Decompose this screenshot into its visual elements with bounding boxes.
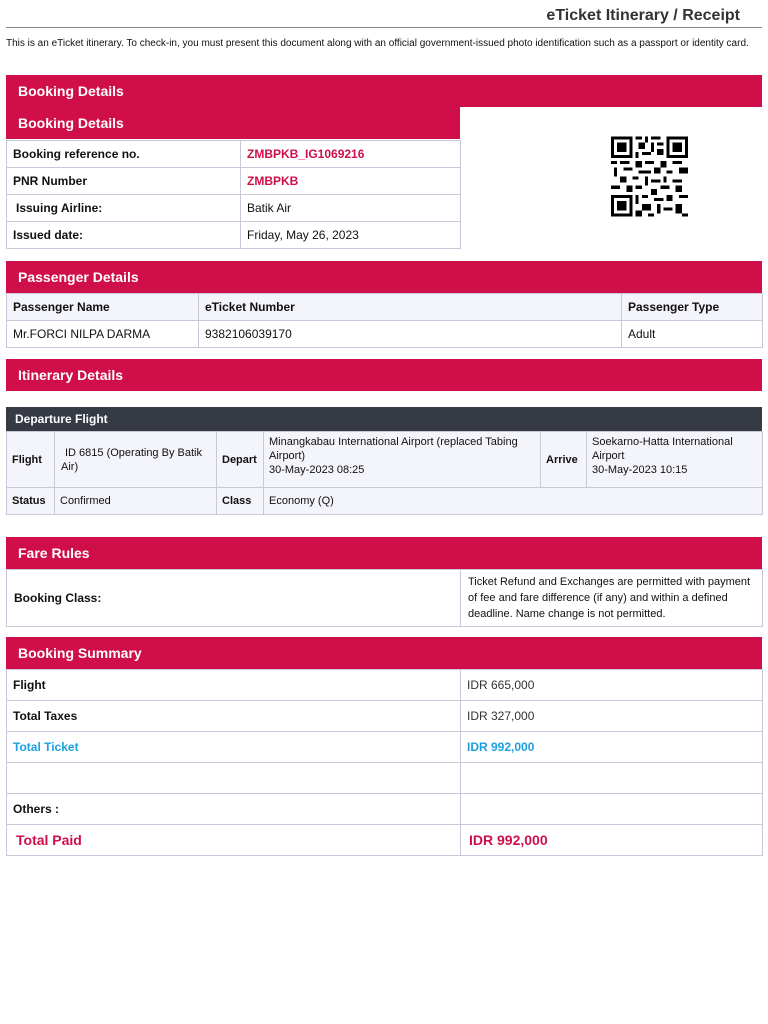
passenger-name: Mr.FORCI NILPA DARMA [7,321,199,348]
table-row [7,488,763,515]
eticket-number-header: eTicket Number [199,294,622,321]
total-taxes-value: IDR 327,000 [461,701,763,732]
table-row [7,794,763,825]
depart-airport: Minangkabau International Airport (replaced Tabing Airport) [269,436,518,462]
total-ticket-value: IDR 992,000 [461,732,763,763]
booking-class-label: Booking Class: [7,570,461,627]
table-row [7,168,461,195]
fare-rules-bar: Fare Rules [6,537,762,569]
booking-summary-table [6,669,763,856]
table-row [7,825,763,856]
booking-ref-label: Booking reference no. [7,141,241,168]
booking-ref-value: ZMBPKB_IG1069216 [241,141,461,168]
depart-label: Depart [217,432,264,488]
fare-rules-table [6,569,763,627]
passenger-type: Adult [622,321,763,348]
pnr-label: PNR Number [7,168,241,195]
issued-date-label: Issued date: [7,222,241,249]
arrive-cell [587,432,763,488]
table-row [7,141,461,168]
table-row [7,701,763,732]
page-title: eTicket Itinerary / Receipt [6,6,762,28]
arrive-label: Arrive [541,432,587,488]
arrive-time: 30-May-2023 10:15 [592,464,688,476]
issued-date-value: Friday, May 26, 2023 [241,222,461,249]
flight-label: Flight [7,432,55,488]
intro-text: This is an eTicket itinerary. To check-in, you must present this document along with an official government-issued photo identification such as a passport or identity card. [6,38,749,49]
table-row [7,321,763,348]
status-label: Status [7,488,55,515]
total-paid-label: Total Paid [7,825,461,856]
others-value [461,794,763,825]
passenger-type-header: Passenger Type [622,294,763,321]
pnr-value: ZMBPKB [241,168,461,195]
fare-rules-text: Ticket Refund and Exchanges are permitted with payment of fee and fare difference (if any) and within a defined deadline. Name change is not permitted. [461,570,763,627]
table-row [7,732,763,763]
passenger-details-bar: Passenger Details [6,261,762,293]
airline-value: Batik Air [241,195,461,222]
flight-fare-label: Flight [7,670,461,701]
total-paid-value: IDR 992,000 [461,825,763,856]
airline-label: Issuing Airline: [7,195,241,222]
flight-value: ID 6815 (Operating By Batik Air) [55,432,217,488]
departure-flight-header: Departure Flight [6,407,762,431]
booking-details-bar: Booking Details [6,75,762,107]
departure-flight-table [6,431,763,515]
total-taxes-label: Total Taxes [7,701,461,732]
booking-summary-bar: Booking Summary [6,637,762,669]
table-row [7,195,461,222]
status-value: Confirmed [55,488,217,515]
booking-details-subbar: Booking Details [6,107,460,139]
empty-cell [461,763,763,794]
depart-time: 30-May-2023 08:25 [269,464,365,476]
table-row [7,432,763,488]
passenger-table [6,293,763,348]
qr-code-icon [611,136,688,217]
table-row [7,222,461,249]
table-row [7,670,763,701]
itinerary-details-bar: Itinerary Details [6,359,762,391]
eticket-number: 9382106039170 [199,321,622,348]
arrive-airport: Soekarno-Hatta International Airport [592,436,733,462]
table-row [7,763,763,794]
flight-fare-value: IDR 665,000 [461,670,763,701]
depart-cell [264,432,541,488]
table-row [7,570,763,627]
booking-details-table [6,140,461,249]
passenger-name-header: Passenger Name [7,294,199,321]
table-row [7,294,763,321]
class-label: Class [217,488,264,515]
class-value: Economy (Q) [264,488,763,515]
empty-cell [7,763,461,794]
others-label: Others : [7,794,461,825]
total-ticket-label: Total Ticket [7,732,461,763]
